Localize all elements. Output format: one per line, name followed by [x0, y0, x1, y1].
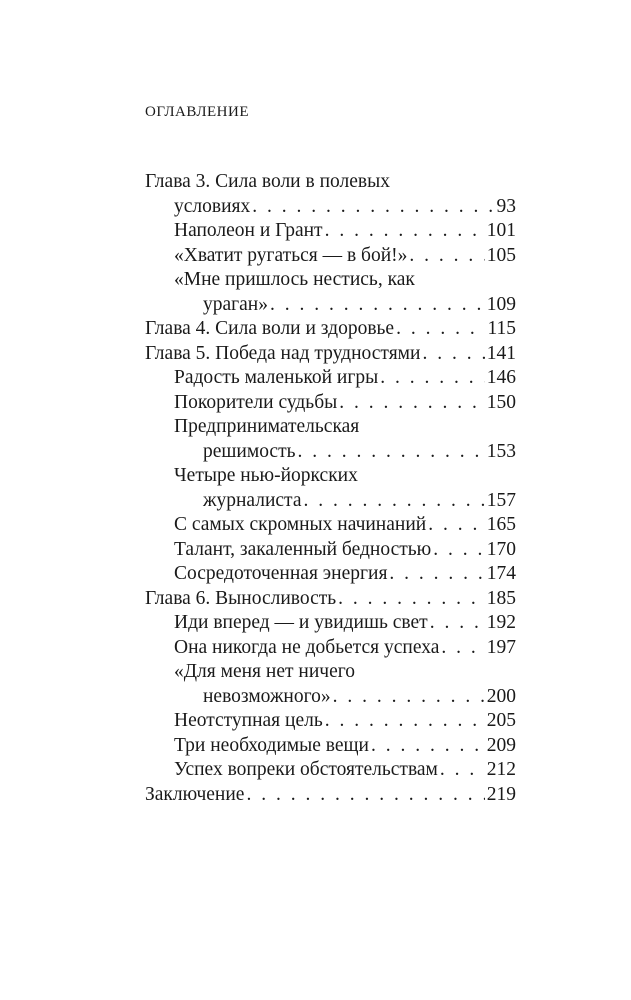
- dot-leader: [422, 342, 484, 367]
- dot-leader: [325, 219, 485, 244]
- toc-entry: [145, 587, 516, 612]
- toc-page-number: 170: [486, 538, 516, 560]
- toc-entry-title: Три необходимые вещи: [174, 734, 369, 756]
- dot-leader: [440, 758, 485, 783]
- toc-entry: [145, 538, 516, 563]
- toc-page-number: 174: [486, 563, 516, 584]
- toc-page-number: 150: [486, 391, 516, 413]
- toc-entry: [145, 342, 516, 367]
- toc-entry-title: Глава 4. Сила воли и здоровье: [145, 318, 395, 339]
- toc-entry: [145, 366, 516, 391]
- toc-entry: [145, 317, 516, 342]
- dot-leader: [428, 513, 485, 538]
- toc-page-number: 153: [486, 440, 516, 462]
- toc-page-number: 115: [487, 318, 516, 339]
- toc-page-number: 146: [486, 367, 516, 388]
- dot-leader: [380, 366, 485, 391]
- dot-leader: [339, 391, 485, 416]
- dot-leader: [270, 293, 485, 318]
- toc-entry-title: Радость маленькой игры: [174, 367, 379, 388]
- toc-page-number: 157: [486, 489, 516, 511]
- toc-entry: [145, 219, 516, 244]
- toc-entry: [145, 513, 516, 538]
- dot-leader: [371, 734, 485, 759]
- toc-page-number: 200: [486, 685, 516, 707]
- toc-entry-title: Талант, закаленный бедностью: [174, 538, 432, 560]
- toc-entry: [145, 391, 516, 416]
- toc-entry-title: «Мне пришлось нестись, как: [174, 269, 415, 290]
- toc-page-number: 141: [486, 342, 516, 364]
- toc-entry: [145, 244, 516, 269]
- table-of-contents: [145, 170, 516, 807]
- toc-page-number: 205: [486, 710, 516, 731]
- toc-page-number: 212: [486, 759, 516, 780]
- toc-entry-title: невозможного»: [203, 685, 331, 707]
- toc-entry: [145, 611, 516, 636]
- toc-entry: [145, 170, 516, 219]
- toc-page-number: 185: [486, 587, 516, 609]
- toc-entry-title: журналиста: [203, 489, 302, 511]
- toc-page-number: 219: [486, 783, 516, 805]
- toc-entry-title: условиях: [174, 195, 251, 217]
- toc-page-number: 109: [486, 293, 516, 315]
- toc-entry-title: «Хватит ругаться — в бой!»: [174, 244, 408, 266]
- dot-leader: [252, 195, 494, 220]
- dot-leader: [303, 489, 484, 514]
- toc-page-number: 93: [496, 195, 516, 217]
- dot-leader: [333, 685, 485, 710]
- toc-page-number: 209: [486, 734, 516, 756]
- toc-entry-title: Она никогда не добьется успеха: [174, 636, 440, 658]
- toc-entry-title: Четыре нью-йоркских: [174, 465, 358, 486]
- toc-entry: [145, 758, 516, 783]
- toc-entry: [145, 660, 516, 709]
- toc-entry-title: Неотступная цель: [174, 710, 323, 731]
- dot-leader: [338, 587, 485, 612]
- toc-entry: [145, 783, 516, 808]
- toc-entry-title: Сосредоточенная энергия: [174, 563, 388, 584]
- toc-page-number: 101: [486, 220, 516, 241]
- page-header: ОГЛАВЛЕНИЕ: [145, 104, 249, 120]
- toc-entry-title: ураган»: [203, 293, 268, 315]
- toc-page-number: 165: [486, 514, 516, 535]
- dot-leader: [325, 709, 485, 734]
- toc-entry-title: Наполеон и Грант: [174, 220, 323, 241]
- dot-leader: [246, 783, 484, 808]
- toc-entry-title: Заключение: [145, 783, 245, 805]
- toc-entry: [145, 734, 516, 759]
- toc-entry-title: Предпринимательская: [174, 416, 360, 437]
- toc-entry: [145, 415, 516, 464]
- toc-entry: [145, 268, 516, 317]
- dot-leader: [409, 244, 484, 269]
- dot-leader: [396, 317, 485, 342]
- dot-leader: [441, 636, 484, 661]
- toc-entry-title: Глава 6. Выносливость: [145, 587, 337, 609]
- toc-entry-title: Глава 3. Сила воли в полевых: [145, 171, 390, 192]
- toc-entry-title: «Для меня нет ничего: [174, 661, 355, 682]
- toc-entry-title: Глава 5. Победа над трудностями: [145, 342, 421, 364]
- toc-entry-title: С самых скромных начинаний: [174, 514, 427, 535]
- toc-entry-title: решимость: [203, 440, 296, 462]
- dot-leader: [433, 538, 485, 563]
- dot-leader: [389, 562, 484, 587]
- toc-entry-title: Иди вперед — и увидишь свет: [174, 612, 428, 633]
- toc-entry-title: Успех вопреки обстоятельствам: [174, 759, 438, 780]
- dot-leader: [298, 440, 485, 465]
- toc-entry: [145, 464, 516, 513]
- toc-entry: [145, 562, 516, 587]
- toc-page-number: 105: [486, 244, 516, 266]
- toc-entry: [145, 636, 516, 661]
- toc-page-number: 197: [486, 636, 516, 658]
- toc-entry-title: Покорители судьбы: [174, 391, 338, 413]
- toc-entry: [145, 709, 516, 734]
- toc-page-number: 192: [486, 612, 516, 633]
- dot-leader: [430, 611, 485, 636]
